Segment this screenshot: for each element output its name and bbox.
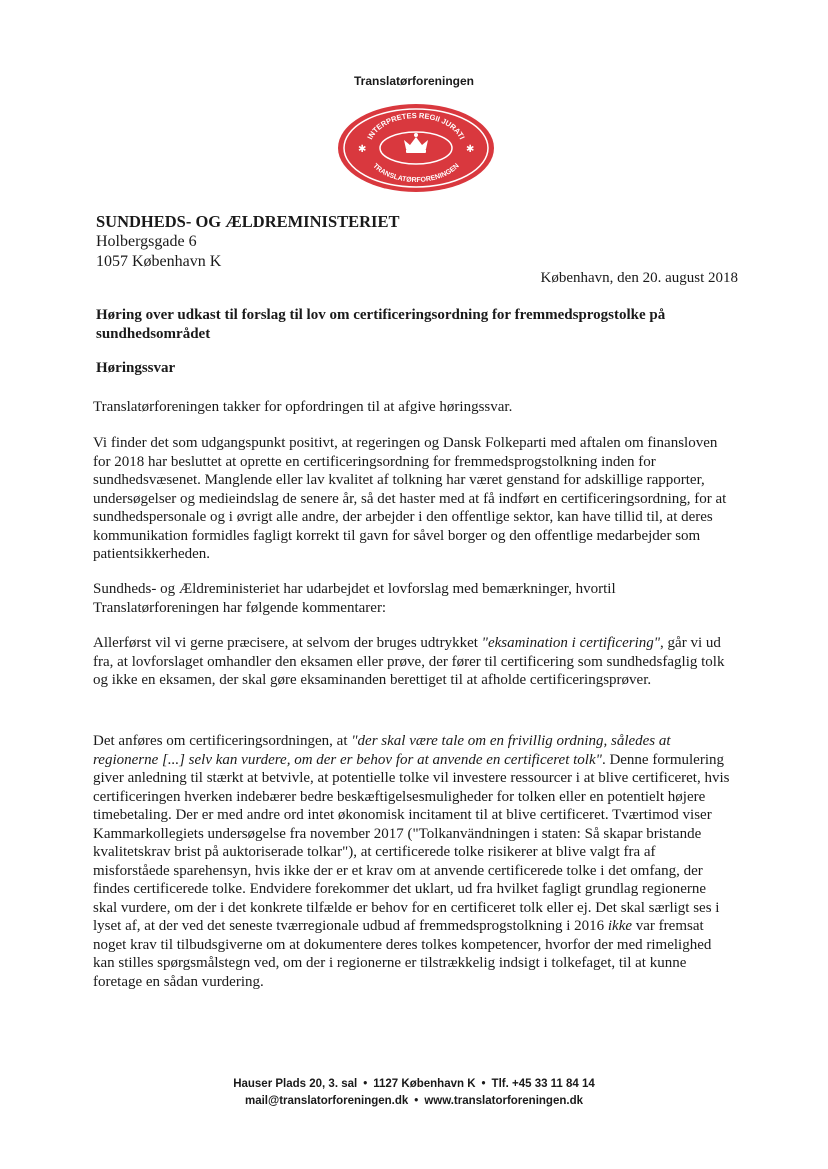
star-icon-right: ✱ xyxy=(466,144,475,155)
recipient-name: SUNDHEDS- OG ÆLDREMINISTERIET xyxy=(96,212,400,231)
footer-email: mail@translatorforeningen.dk xyxy=(244,1095,409,1107)
seal-top-text: INTERPRETES REGII JURATI xyxy=(365,110,467,141)
paragraph-2: Vi finder det som udgangspunkt positivt, at regeringen og Dansk Folkeparti med aftalen om finansloven for 2018 har besluttet at oprette en certificeringsordning for fremmedsprogstolkning inden for sundhedsvæsenet. Manglende eller lav kvalitet af tolkning har været genstand for adskillige rapporter, undersøgelser og medieindslag de senere år, så det haster med at få indført en certificeringsordning, for at sundhedspersonale og i øvrigt alle andre, der arbejder i den offentlige sektor, kan have tillid til, at deres kommunikation formidles fagligt korrekt til gavn for såvel borger og den offentlige medarbejder som patientsikkerheden. xyxy=(93,435,727,562)
footer-line-2: mail@translatorforeningen.dk • www.translatorforeningen.dk xyxy=(244,1095,583,1107)
letter-date: København, den 20. august 2018 xyxy=(540,270,738,286)
organization-seal-logo xyxy=(336,102,496,194)
footer-website: www.translatorforeningen.dk xyxy=(424,1095,583,1107)
recipient-street: Holbergsgade 6 xyxy=(96,233,197,250)
paragraph-1: Translatørforeningen takker for opfordringen til at afgive høringssvar. xyxy=(93,399,513,415)
footer-line-1: Hauser Plads 20, 3. sal • 1127 København K • Tlf. +45 33 11 84 14 xyxy=(233,1078,595,1090)
section-heading: Høringssvar xyxy=(96,360,176,376)
organization-name: Translatørforeningen xyxy=(353,74,475,88)
paragraph-5: Det anføres om certificeringsordningen, at "der skal være tale om en frivillig ordning, således at regionerne [...] selv kan vurdere, om der er behov for at anvende en certificeret tolk". Denne formulering giver anledning til stærkt at betvivle, at potentielle tolke vil investere ressourcer i at blive certificeret, hvis certificeringen hverken indebærer bedre beskæftigelsesmuligheder for tolken eller en potentielt højere timebetaling. Der er med andre ord intet økonomisk incitament til at blive certificeret. Tværtimod viser Kammarkollegiets undersøgelse fra november 2017 ("Tolkanvändningen i staten: Så skapar bristande kvalitetskrav brist på auktoriserade tolkar"), at certificerede tolke risikerer at blive valgt fra af misforståede sparehensyn, hvis ikke der er et krav om at anvende certificerede tolke i det omfang, der findes certificerede tolke. Endvidere forekommer det uklart, ud fra hvilket fagligt grundlag regionerne skal vurdere, om der i det konkrete tilfælde er behov for en certificeret tolk eller ej. Det skal særligt ses i lyset af, at der ved det seneste tværregionale udbud af fremmedsprogstolkning i 2016 ikke var fremsat noget krav til tilbudsgiverne om at dokumentere deres tolkes kompetencer, hvorfor der med rimelighed kan stilles spørgsmålstegn ved, om der i regionerne er tilstrækkelig indsigt i tolkefaget, til at kunne foretage en sådan vurdering. xyxy=(93,733,730,990)
seal-bottom-text: TRANSLATØRFORENINGEN xyxy=(371,162,461,185)
recipient-address xyxy=(96,212,399,272)
star-icon-left: ✱ xyxy=(358,144,367,155)
footer-postal: 1127 København K xyxy=(373,1078,476,1090)
recipient-city: 1057 København K xyxy=(96,253,222,270)
footer-address: Hauser Plads 20, 3. sal xyxy=(233,1078,358,1090)
letter-footer xyxy=(0,1076,828,1110)
paragraph-3: Sundheds- og Ældreministeriet har udarbejdet et lovforslag med bemærkninger, hvortil Translatørforeningen har følgende kommentarer: xyxy=(93,581,616,616)
letter-subject: Høring over udkast til forslag til lov om certificeringsordning for fremmedsprogstolke på sundhedsområdet xyxy=(96,307,666,342)
footer-phone: Tlf. +45 33 11 84 14 xyxy=(491,1078,595,1090)
paragraph-4: Allerførst vil vi gerne præcisere, at selvom der bruges udtrykket "eksamination i certificering", går vi ud fra, at lovforslaget omhandler den eksamen eller prøve, der fører til certificering som sundhedsfaglig tolk og ikke en eksamen, der skal gøre eksaminanden berettiget til at afholde certificeringsprøver. xyxy=(93,635,725,688)
